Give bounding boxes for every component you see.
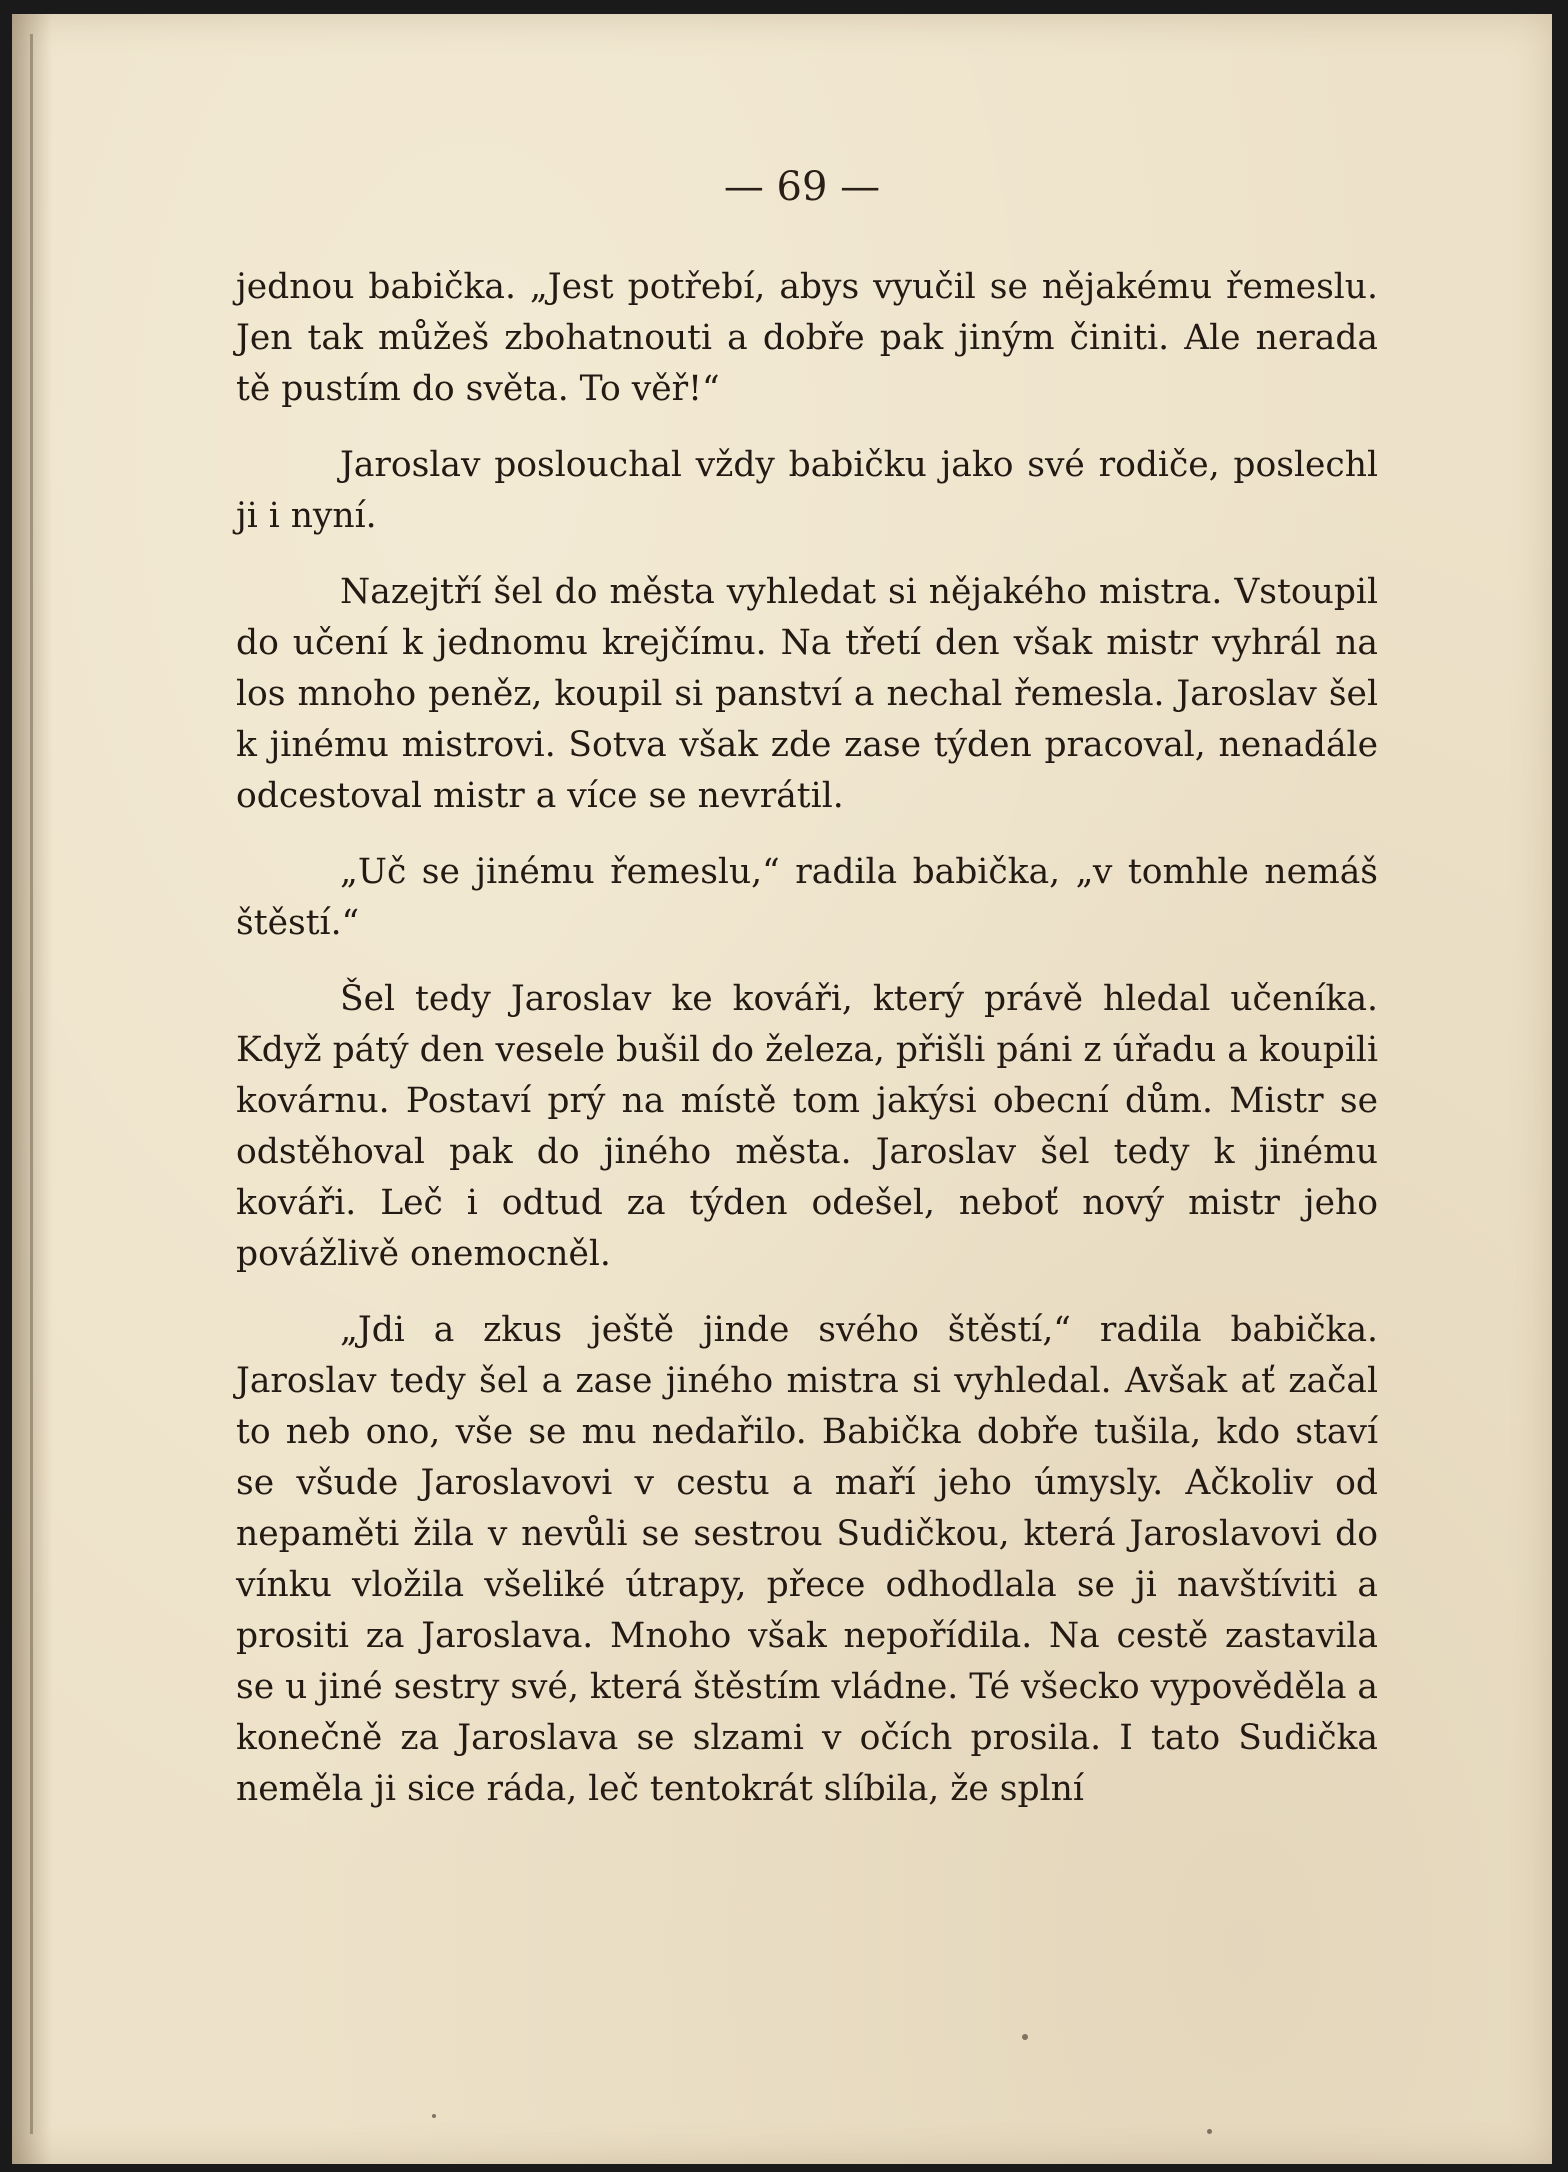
- book-page: [12, 14, 1552, 2164]
- paragraph-1: jednou babička. „Jest potřebí, abys vyučil se nějakému řemeslu. Jen tak můžeš zbohatnouti a dobře pak jiným činiti. Ale nerada tě pustím do světa. To věř!“: [236, 267, 1378, 409]
- gutter-line: [30, 34, 33, 2134]
- ink-speck: [1022, 2034, 1028, 2040]
- paragraph-6: „Jdi a zkus ještě jinde svého štěstí,“ radila babička. Jaroslav tedy šel a zase jiného mistra si vyhledal. Avšak ať začal to neb ono, vše se mu nedařilo. Babička dobře tušila, kdo staví se všude Jaroslavovi v cestu a maří jeho úmysly. Ačkoliv od nepaměti žila v nevůli se sestrou Sudičkou, která Jaroslavovi do vínku vložila všeliké útrapy, přece odhodlala se ji navštíviti a prositi za Jaroslava. Mnoho však nepořídila. Na cestě zastavila se u jiné sestry své, která štěstím vládne. Té všecko vypověděla a konečně za Jaroslava se slzami v očích prosila. I tato Sudička neměla ji sice ráda, leč tentokrát slíbila, že splní: [236, 1310, 1378, 1809]
- ink-speck: [432, 2114, 436, 2118]
- paragraph-4: „Uč se jinému řemeslu,“ radila babička, „v tomhle nemáš štěstí.“: [236, 852, 1378, 943]
- paragraph-2: Jaroslav poslouchal vždy babičku jako své rodiče, poslechl ji i nyní.: [236, 445, 1378, 536]
- body-text: [236, 262, 1378, 1840]
- paragraph-5: Šel tedy Jaroslav ke kováři, který právě hledal učeníka. Když pátý den vesele bušil do železa, přišli páni z úřadu a koupili kovárnu. Postaví prý na místě tom jakýsi obecní dům. Mistr se odstěhoval pak do jiného města. Jaroslav šel tedy k jinému kováři. Leč i odtud za týden odešel, neboť nový mistr jeho povážlivě onemocněl.: [236, 979, 1378, 1274]
- page-number: — 69 —: [723, 164, 881, 210]
- ink-speck: [1207, 2129, 1212, 2134]
- paragraph-3: Nazejtří šel do města vyhledat si nějakého mistra. Vstoupil do učení k jednomu krejčímu. Na třetí den však mistr vyhrál na los mnoho peněz, koupil si panství a nechal řemesla. Jaroslav šel k jinému mistrovi. Sotva však zde zase týden pracoval, nenadále odcestoval mistr a více se nevrátil.: [236, 572, 1378, 816]
